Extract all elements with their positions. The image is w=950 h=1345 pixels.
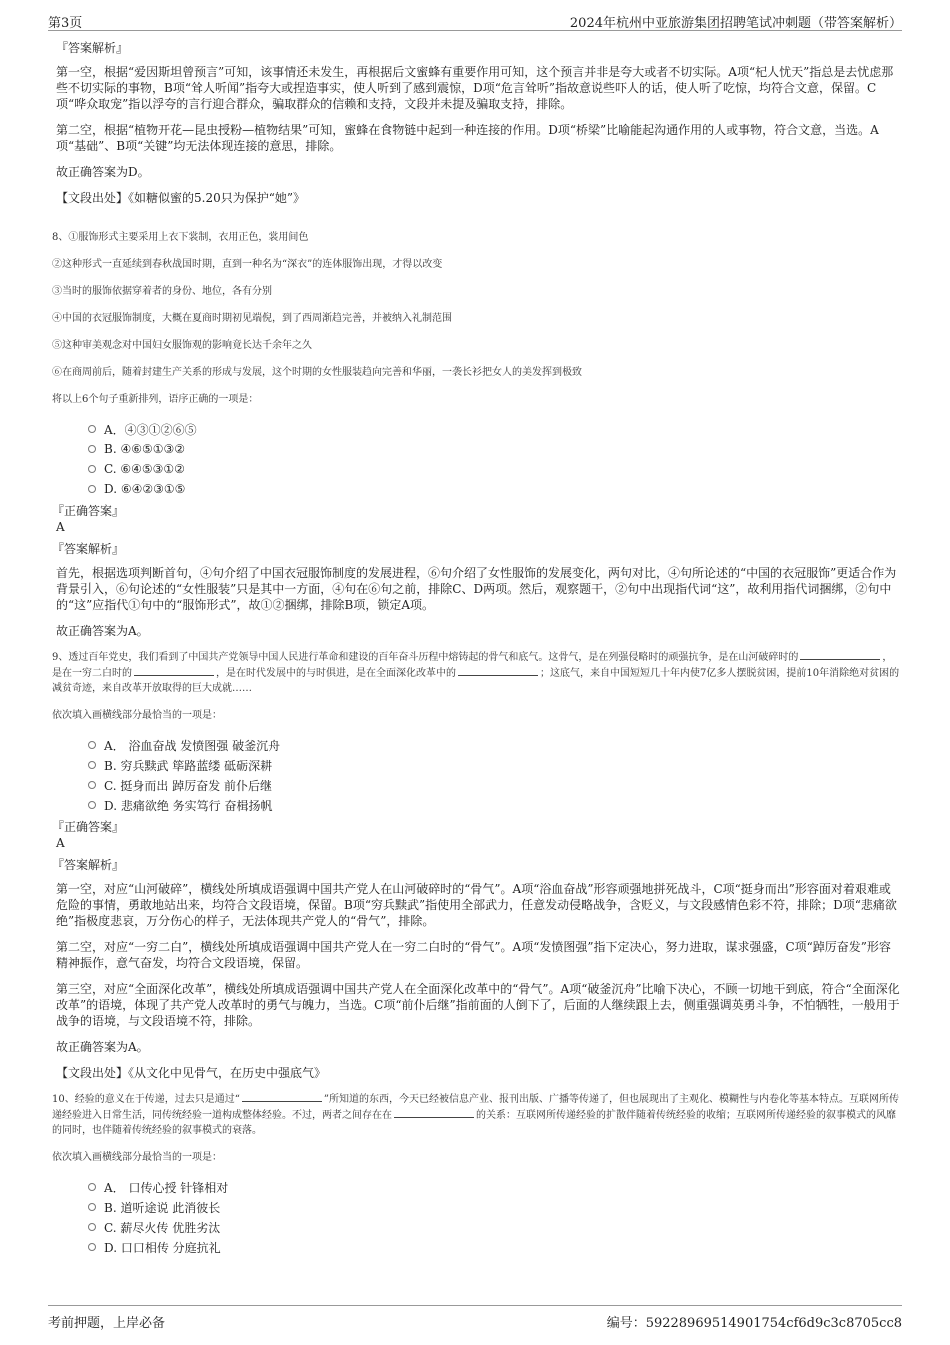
question-line: ③当时的服饰依据穿着者的身份、地位，各有分别 (52, 286, 272, 297)
radio-icon[interactable] (88, 1243, 96, 1251)
source-citation: 【文段出处】《如糖似蜜的5.20只为保护“她”》 (56, 191, 305, 205)
question-line: 8、①服饰形式主要采用上衣下裳制，衣用正色，裳用间色 (52, 232, 309, 243)
fill-blank[interactable] (458, 665, 538, 676)
page-header (48, 10, 902, 31)
radio-icon[interactable] (88, 485, 96, 493)
document-code: 编号：59228969514901754cf6d9c3c8705cc8 (606, 1316, 902, 1331)
document-title: 2024年杭州中亚旅游集团招聘笔试冲刺题（带答案解析） (569, 16, 902, 31)
question-line: ⑥在商周前后，随着封建生产关系的形成与发展，这个时期的女性服装趋向完善和华丽，一袭长衫把女人的美发挥到极致 (52, 367, 582, 378)
radio-icon[interactable] (88, 425, 96, 433)
option-d[interactable]: D. 口口相传 分庭抗礼 (88, 1237, 902, 1257)
fill-blank[interactable] (134, 665, 214, 676)
option-c[interactable]: C. ⑥④⑤③①② (88, 459, 902, 479)
option-a[interactable]: A．④③①②⑥⑤ (88, 419, 902, 439)
option-b[interactable]: B. 道听途说 此消彼长 (88, 1197, 902, 1217)
radio-icon[interactable] (88, 1223, 96, 1231)
document-body (52, 40, 902, 1257)
radio-icon[interactable] (88, 465, 96, 473)
option-b[interactable]: B. 穷兵黩武 筚路蓝缕 砥砺深耕 (88, 755, 902, 775)
option-d[interactable]: D. 悲痛欲绝 务实笃行 奋楫扬帆 (88, 795, 902, 815)
radio-icon[interactable] (88, 781, 96, 789)
radio-icon[interactable] (88, 1203, 96, 1211)
page-number: 第3页 (48, 16, 83, 31)
question-prompt: 将以上6个句子重新排列，语序正确的一项是： (52, 394, 259, 405)
conclusion: 故正确答案为A。 (56, 1040, 149, 1054)
answer-label: 『正确答案』 (52, 504, 125, 518)
analysis-paragraph: 第三空，对应“全面深化改革”，横线处所填成语强调中国共产党人在全面深化改革中的“骨气”。A项“破釜沉舟”比喻下决心，不顾一切地干到底，符合“全面深化改革”的语境，体现了共产党人改革时的勇气与魄力，当选。C项“前仆后继”指前面的人倒下了，后面的人继续跟上去，侧重强调英勇斗争，不怕牺牲，一般用于战争的语境，与文段语境不符，排除。 (56, 982, 900, 1028)
analysis-paragraph: 第二空，对应“一穷二白”，横线处所填成语强调中国共产党人在一穷二白时的“骨气”。A项“发愤图强”指下定决心，努力进取，谋求强盛，C项“踔厉奋发”形容精神振作，意气奋发，均符合文段语境，保留。 (56, 940, 891, 970)
question-line: ⑤这种审美观念对中国妇女服饰观的影响竟长达千余年之久 (52, 340, 312, 351)
analysis-label: 『答案解析』 (56, 41, 129, 55)
question-line: ④中国的衣冠服饰制度，大概在夏商时期初见端倪，到了西周渐趋完善，并被纳入礼制范围 (52, 313, 452, 324)
option-b[interactable]: B. ④⑥⑤①③② (88, 439, 902, 459)
source-citation: 【文段出处】《从文化中见骨气，在历史中强底气》 (56, 1066, 327, 1080)
footer-slogan: 考前押题，上岸必备 (48, 1316, 166, 1331)
conclusion: 故正确答案为D。 (56, 165, 150, 179)
question-line: ②这种形式一直延续到春秋战国时期，直到一种名为“深衣”的连体服饰出现，才得以改变 (52, 259, 443, 270)
radio-icon[interactable] (88, 801, 96, 809)
radio-icon[interactable] (88, 761, 96, 769)
option-d[interactable]: D. ⑥④②③①⑤ (88, 479, 902, 499)
radio-icon[interactable] (88, 445, 96, 453)
answer-value: A (56, 520, 65, 534)
option-c[interactable]: C. 挺身而出 踔厉奋发 前仆后继 (88, 775, 902, 795)
radio-icon[interactable] (88, 1183, 96, 1191)
option-c[interactable]: C. 薪尽火传 优胜劣汰 (88, 1217, 902, 1237)
answer-value: A (56, 836, 65, 850)
option-a[interactable]: A． 口传心授 针锋相对 (88, 1177, 902, 1197)
analysis-paragraph: 第二空，根据“植物开花—昆虫授粉—植物结果”可知，蜜蜂在食物链中起到一种连接的作用。D项“桥梁”比喻能起沟通作用的人或事物，符合文意，当选。A项“基础”、B项“关键”均无法体现连接的意思，排除。 (56, 123, 879, 153)
question-prompt: 依次填入画横线部分最恰当的一项是： (52, 1152, 222, 1163)
page-footer (48, 1305, 902, 1331)
fill-blank[interactable] (800, 649, 880, 660)
conclusion: 故正确答案为A。 (56, 624, 149, 638)
analysis-paragraph: 第一空，根据“爱因斯坦曾预言”可知，该事情还未发生，再根据后文蜜蜂有重要作用可知，这个预言并非是夸大或者不切实际。A项“杞人忧天”指总是去忧虑那些不切实际的事物，B项“耸人听闻”指夸大或捏造事实，使人听到了感到震惊，D项“危言耸听”指故意说些吓人的话，使人听了吃惊，均符合文意，保留。C项“哗众取宠”指以浮夸的言行迎合群众，骗取群众的信赖和支持，文段并未提及骗取支持，排除。 (56, 65, 894, 111)
answer-label: 『正确答案』 (52, 820, 125, 834)
analysis-label: 『答案解析』 (52, 542, 125, 556)
fill-blank[interactable] (394, 1107, 474, 1118)
question-prompt: 依次填入画横线部分最恰当的一项是： (52, 710, 222, 721)
option-a[interactable]: A． 浴血奋战 发愤图强 破釜沉舟 (88, 735, 902, 755)
analysis-paragraph: 首先，根据选项判断首句，④句介绍了中国衣冠服饰制度的发展进程，⑥句介绍了女性服饰的发展变化，两句对比，④句所论述的“中国的衣冠服饰”更适合作为背景引入，⑥句论述的“女性服装”只是其中一方面，④句在⑥句之前，排除C、D两项。然后，观察题干，②句中出现指代词“这”，故利用指代词捆绑，②句中的“这”应指代①句中的“服饰形式”，故①②捆绑，排除B项，锁定A项。 (56, 566, 897, 612)
radio-icon[interactable] (88, 741, 96, 749)
question-stem: 9、透过百年党史，我们看到了中国共产党领导中国人民进行革命和建设的百年奋斗历程中熔铸起的骨气和底气。这骨气，是在列强侵略时的顽强抗争，是在山河破碎时的 ，是在一穷二白时的 ，是在时代发展中的与时俱进，是在全面深化改革中的 ；这底气，来自中国短短几十年内使7亿多人摆脱贫困，提前10年消除绝对贫困的减贫奇迹，来自改革开放取得的巨大成就…… (52, 649, 902, 696)
analysis-label: 『答案解析』 (52, 858, 125, 872)
analysis-paragraph: 第一空，对应“山河破碎”，横线处所填成语强调中国共产党人在山河破碎时的“骨气”。A项“浴血奋战”形容顽强地拼死战斗，C项“挺身而出”形容面对着艰难或危险的事情，勇敢地站出来，均符合文段语境，保留。B项“穷兵黩武”指使用全部武力，任意发动侵略战争，含贬义，与文段感情色彩不符，排除；D项“悲痛欲绝”指极度悲哀，万分伤心的样子，无法体现共产党人的“骨气”，排除。 (56, 882, 897, 928)
fill-blank[interactable] (242, 1091, 322, 1102)
question-stem: 10、经验的意义在于传递，过去只是通过“ ”所知道的东西，今天已经被信息产业、报刊出版、广播等传递了，但也展现出了主观化、模糊性与内卷化等基本特点。互联网所传递经验进入日常生活，同传统经验一道构成整体经验。不过，两者之间存在在 的关系：互联网所传递经验的扩散伴随着传统经验的收缩；互联网所传递经验的叙事模式的风靡的同时，也伴随着传统经验的叙事模式的衰落。 (52, 1091, 902, 1138)
